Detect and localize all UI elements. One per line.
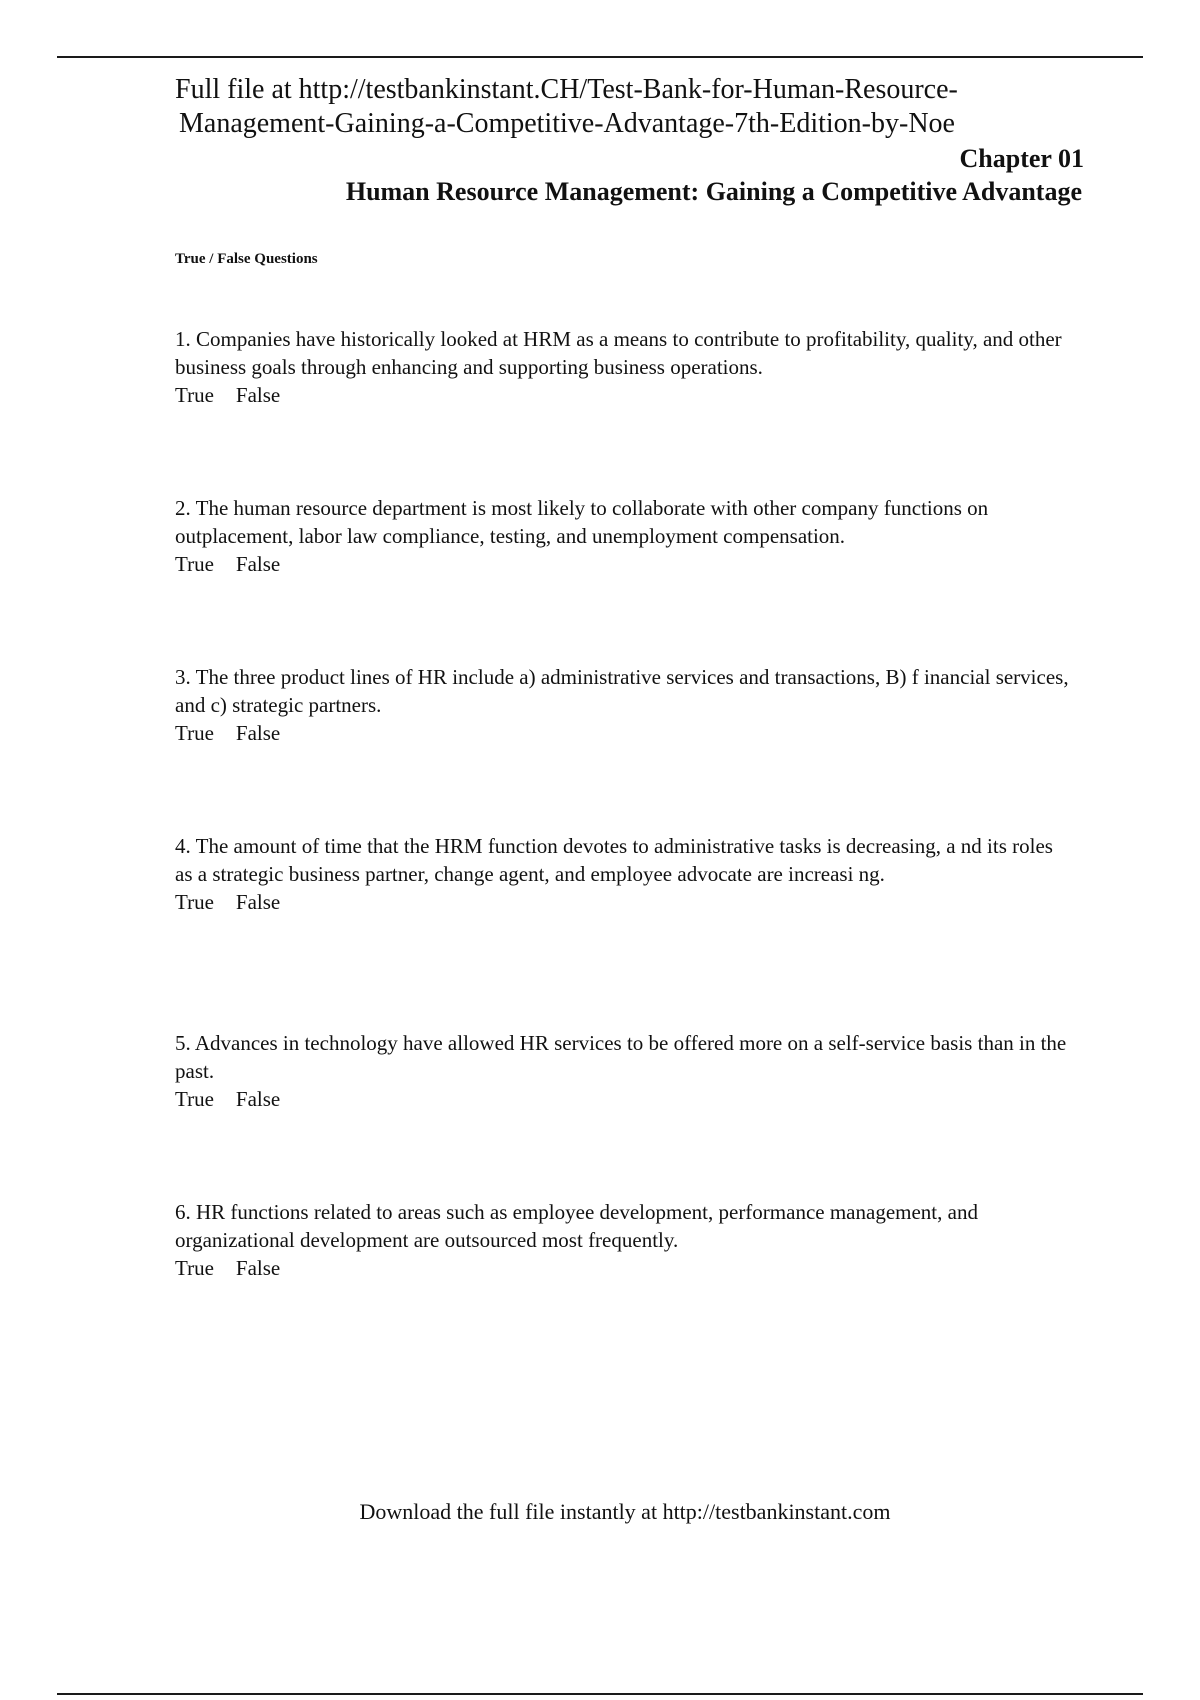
question-text: 1. Companies have historically looked at HRM as a means to contribute to profitability, quality, and other business goals through enhancing and supporting business operations. (175, 327, 1062, 379)
answer-options (175, 381, 1075, 409)
chapter-number: Chapter 01 (959, 144, 1084, 173)
option-true: True (175, 890, 214, 914)
footer-download-link[interactable]: Download the full file instantly at http://testbankinstant.com (359, 1499, 891, 1524)
option-true: True (175, 721, 214, 745)
option-false: False (235, 552, 281, 576)
question-text: 4. The amount of time that the HRM function devotes to administrative tasks is decreasing, a nd its roles as a strategic business partner, change agent, and employee advocate are increasi ng. (175, 834, 1053, 886)
option-true: True (175, 1087, 214, 1111)
option-false: False (235, 1087, 281, 1111)
header-url-line-1: Full file at http://testbankinstant.CH/Test-Bank-for-Human-Resource- (175, 74, 958, 105)
question-5 (175, 1029, 1075, 1113)
section-label: True / False Questions (175, 251, 318, 267)
question-text: 6. HR functions related to areas such as employee development, performance management, and organizational development are outsourced most frequently. (175, 1200, 978, 1252)
question-text: 5. Advances in technology have allowed HR services to be offered more on a self-service basis than in the past. (175, 1031, 1067, 1083)
bottom-rule (57, 1693, 1143, 1695)
question-2 (175, 494, 1075, 578)
question-text: 3. The three product lines of HR include a) administrative services and transactions, B) f inancial services, and c) strategic partners. (175, 665, 1069, 717)
option-true: True (175, 552, 214, 576)
question-3 (175, 663, 1075, 747)
chapter-title: Human Resource Management: Gaining a Competitive Advantage (345, 177, 1082, 206)
answer-options (175, 888, 1075, 916)
question-text: 2. The human resource department is most likely to collaborate with other company functions on outplacement, labor law compliance, testing, and unemployment compensation. (175, 496, 989, 548)
option-false: False (235, 383, 281, 407)
answer-options (175, 1254, 1075, 1282)
option-false: False (235, 721, 281, 745)
question-1 (175, 325, 1075, 409)
option-false: False (235, 890, 281, 914)
option-true: True (175, 1256, 214, 1280)
question-4 (175, 832, 1075, 916)
top-rule (57, 56, 1143, 58)
header-url-line-2: Management-Gaining-a-Competitive-Advantage-7th-Edition-by-Noe (179, 108, 955, 139)
answer-options (175, 719, 1075, 747)
answer-options (175, 550, 1075, 578)
option-false: False (235, 1256, 281, 1280)
question-6 (175, 1198, 1075, 1282)
answer-options (175, 1085, 1075, 1113)
option-true: True (175, 383, 214, 407)
